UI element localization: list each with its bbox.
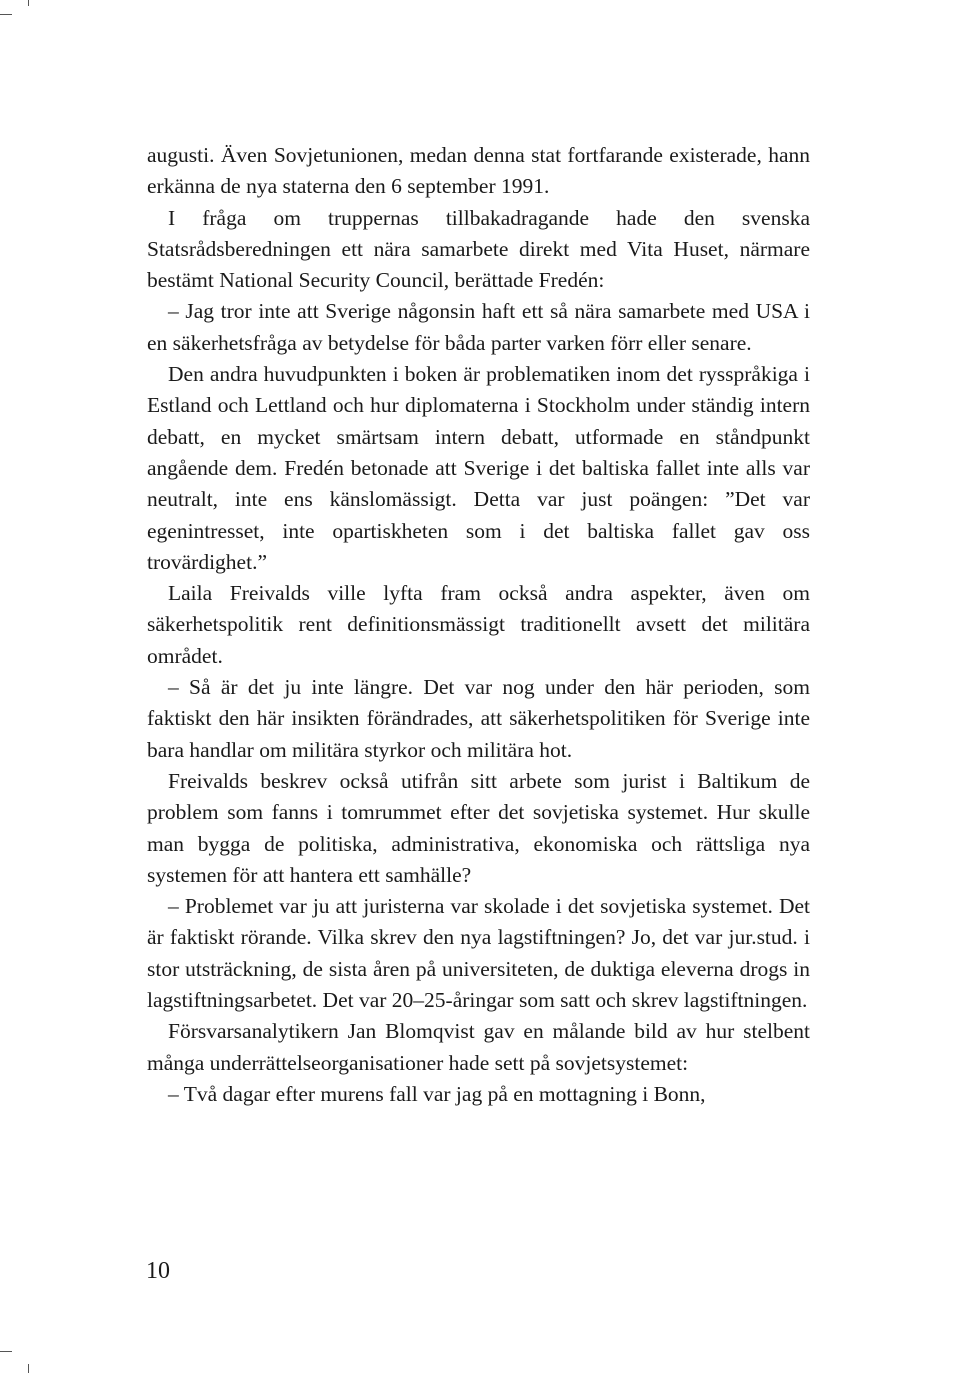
page-body-text <box>147 140 810 1110</box>
crop-mark-bottom-left-vertical <box>28 1364 29 1373</box>
paragraph: I fråga om truppernas tillbakadragande hade den svenska Statsrådsberedningen ett nära samarbete direkt med Vita Huset, närmare bestämt National Security Council, berättade Fredén: <box>147 205 810 293</box>
paragraph: augusti. Även Sovjetunionen, medan denna stat fortfarande existerade, hann erkänna de nya staterna den 6 september 1991. <box>147 143 810 199</box>
paragraph: Försvarsanalytikern Jan Blomqvist gav en målande bild av hur stelbent många underrättelseorganisationer hade sett på sovjetsystemet: <box>147 1019 810 1075</box>
paragraph: Laila Freivalds ville lyfta fram också andra aspekter, även om säkerhetspolitik rent definitionsmässigt traditionellt avsett det militära området. <box>147 581 810 668</box>
quote-paragraph: – Problemet var ju att juristerna var skolade i det sovjetiska systemet. Det är faktiskt rörande. Vilka skrev den nya lagstiftningen? Jo, det var jur.stud. i stor utsträckning, de sista åren på universiteten, de duktiga eleverna drogs in lagstiftningsarbetet. Det var 20–25-åringar som satt och skrev lagstiftningen. <box>147 894 810 1013</box>
quote-paragraph: – Så är det ju inte längre. Det var nog under den här perioden, som faktiskt den här insikten förändrades, att säkerhetspolitiken för Sverige inte bara handlar om militära styrkor och militära hot. <box>147 675 810 762</box>
paragraph: Freivalds beskrev också utifrån sitt arbete som jurist i Baltikum de problem som fanns i tomrummet efter det sovjetiska systemet. Hur skulle man bygga de politiska, administrativa, ekonomiska och rättsliga nya systemen för att hantera ett samhälle? <box>147 768 810 887</box>
page-number: 10 <box>146 1258 170 1284</box>
quote-paragraph: – Två dagar efter murens fall var jag på en mottagning i Bonn, <box>168 1081 706 1106</box>
crop-mark-top-left-horizontal <box>0 14 12 15</box>
crop-mark-bottom-left-horizontal <box>0 1351 12 1352</box>
crop-mark-top-left-vertical <box>28 0 29 6</box>
quote-paragraph: – Jag tror inte att Sverige någonsin haft ett så nära samarbete med USA i en säkerhetsfråga av betydelse för båda parter varken förr eller senare. <box>147 299 810 355</box>
paragraph: Den andra huvudpunkten i boken är problematiken inom det rysspråkiga i Estland och Lettland och hur diplomaterna i Stockholm under ständig intern debatt, en mycket smärtsam intern debatt, utformade en ståndpunkt angående dem. Fredén betonade att Sverige i det baltiska fallet inte alls var neutralt, inte ens känslomässigt. Detta var just poängen: ”Det var egenintresset, inte opartiskheten som i det baltiska fallet gav oss trovärdighet.” <box>147 362 810 574</box>
